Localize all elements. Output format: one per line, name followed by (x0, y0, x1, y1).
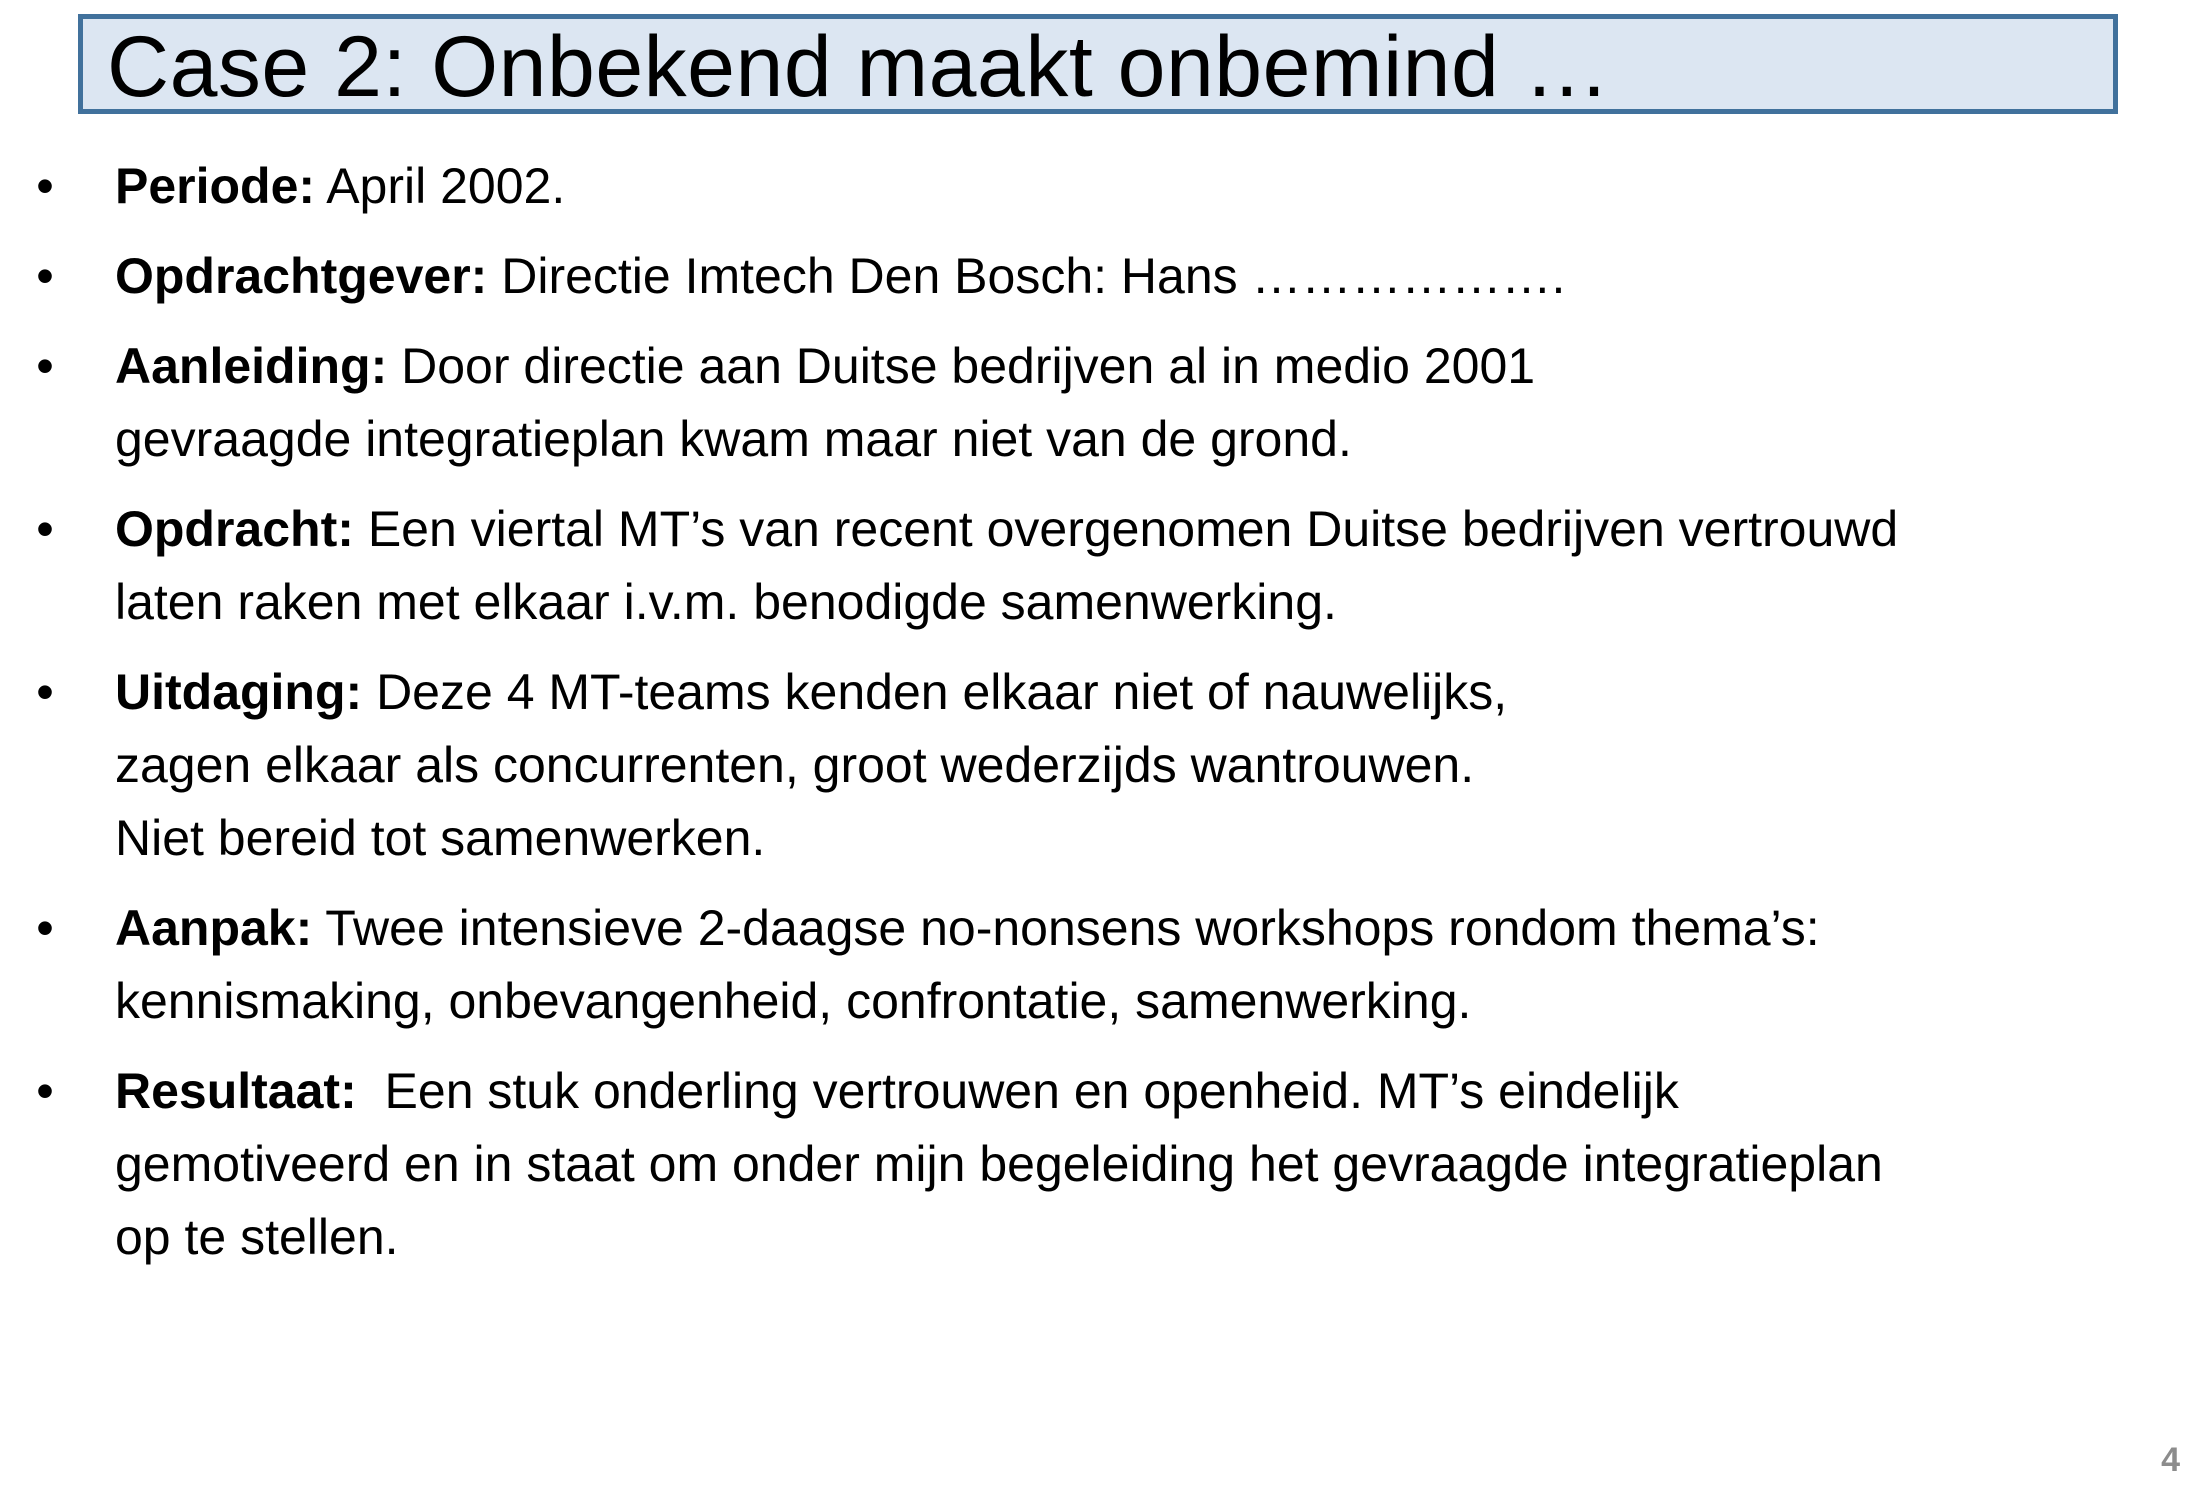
bullet-line (115, 1055, 2170, 1128)
bullet-label: Uitdaging: (115, 664, 363, 720)
bullet-text: Twee intensieve 2-daagse no-nonsens workshops rondom thema’s: (325, 900, 1820, 956)
bullet-icon: • (36, 338, 54, 394)
bullet-icon: • (36, 501, 54, 557)
page-number: 4 (2161, 1441, 2180, 1479)
bullet-label: Aanleiding: (115, 338, 388, 394)
bullet-text: Door directie aan Duitse bedrijven al in medio 2001 (401, 338, 1536, 394)
bullet-line (115, 150, 2170, 223)
bullet-label: Opdracht: (115, 501, 354, 557)
bullet-list (30, 150, 2170, 1291)
bullet-line (115, 656, 2170, 729)
bullet-line: gevraagde integratieplan kwam maar niet van de grond. (115, 411, 1352, 467)
bullet-text: Een viertal MT’s van recent overgenomen Duitse bedrijven vertrouwd (367, 501, 1899, 557)
bullet-label: Aanpak: (115, 900, 313, 956)
bullet-icon: • (36, 1063, 54, 1119)
bullet-icon: • (36, 248, 54, 304)
bullet-line (115, 892, 2170, 965)
slide-title-box (78, 14, 2118, 114)
bullet-item-opdracht (30, 493, 2170, 639)
bullet-icon: • (36, 158, 54, 214)
bullet-item-aanleiding (30, 330, 2170, 476)
bullet-line: kennismaking, onbevangenheid, confrontatie, samenwerking. (115, 973, 1472, 1029)
bullet-item-opdrachtgever (30, 240, 2170, 313)
bullet-text: April 2002. (326, 158, 566, 214)
bullet-line (115, 240, 2170, 313)
bullet-line: zagen elkaar als concurrenten, groot wederzijds wantrouwen. (115, 737, 1475, 793)
bullet-line: Niet bereid tot samenwerken. (115, 810, 766, 866)
bullet-item-resultaat (30, 1055, 2170, 1274)
bullet-line: laten raken met elkaar i.v.m. benodigde samenwerking. (115, 574, 1337, 630)
bullet-line: gemotiveerd en in staat om onder mijn begeleiding het gevraagde integratieplan (115, 1136, 1883, 1192)
bullet-icon: • (36, 900, 54, 956)
slide-title: Case 2: Onbekend maakt onbemind … (107, 19, 1611, 115)
bullet-label: Periode: (115, 158, 316, 214)
bullet-item-uitdaging (30, 656, 2170, 875)
bullet-label: Opdrachtgever: (115, 248, 488, 304)
bullet-label: Resultaat: (115, 1063, 357, 1119)
bullet-item-aanpak (30, 892, 2170, 1038)
bullet-icon: • (36, 664, 54, 720)
bullet-text: Directie Imtech Den Bosch: Hans ………………. (501, 248, 1566, 304)
bullet-text: Een stuk onderling vertrouwen en openheid. MT’s eindelijk (370, 1063, 1679, 1119)
bullet-line (115, 493, 2170, 566)
bullet-line (115, 330, 2170, 403)
bullet-text: Deze 4 MT-teams kenden elkaar niet of nauwelijks, (376, 664, 1508, 720)
bullet-item-periode (30, 150, 2170, 223)
bullet-line: op te stellen. (115, 1209, 399, 1265)
